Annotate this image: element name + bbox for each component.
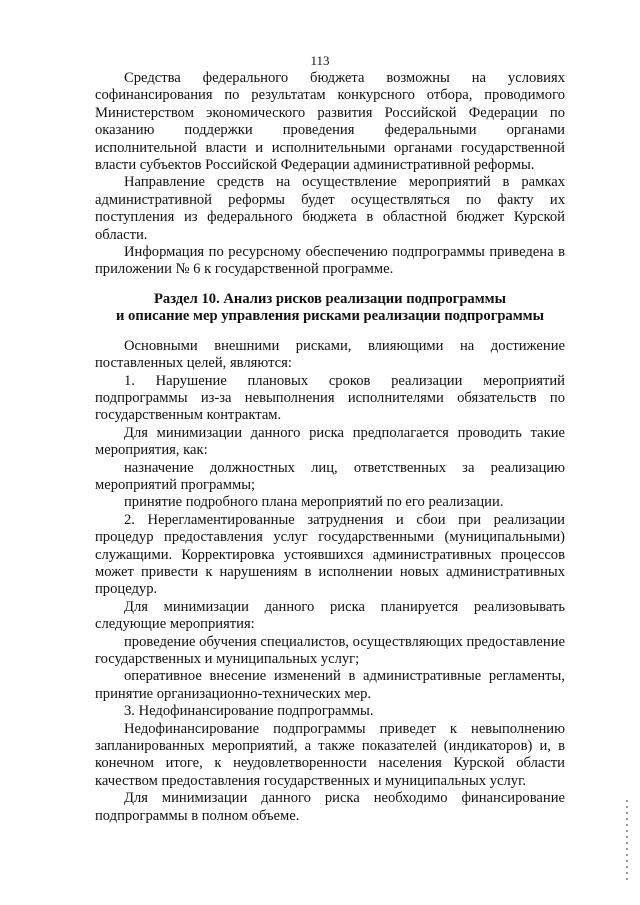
paragraph: Для минимизации данного риска предполагается проводить такие мероприятия, как:	[95, 424, 565, 459]
paragraph: проведение обучения специалистов, осуществляющих предоставление государственных и муниципальных услуг;	[95, 633, 565, 667]
scan-edge-mark	[626, 800, 628, 880]
paragraph: принятие подробного плана мероприятий по его реализации.	[124, 494, 504, 511]
section-heading-line: и описание мер управления рисками реализации подпрограммы	[115, 308, 545, 325]
paragraph: оперативное внесение изменений в административные регламенты, принятие организационно-технических мер.	[95, 668, 565, 702]
paragraph: Основными внешними рисками, влияющими на достижение поставленных целей, являются:	[95, 337, 565, 372]
paragraph: Направление средств на осуществление мероприятий в рамках административной реформы будет осуществляться по факту их поступления из федерального бюджета в областной бюджет Курской области.	[95, 174, 565, 243]
section-heading	[95, 291, 565, 326]
paragraph: Средства федерального бюджета возможны на условиях софинансирования по результатам конкурсного отбора, проводимого Министерством экономического развития Российской Федерации по оказанию поддержки проведения федеральными органами исполнительной власти и исполнительными органами государственной власти субъектов Российской Федерации административной реформы.	[95, 70, 565, 174]
paragraph: 1. Нарушение плановых сроков реализации мероприятий подпрограммы из-за невыполнения исполнителями обязательств по государственным контрактам.	[95, 372, 565, 424]
paragraph: Недофинансирование подпрограммы приведет к невыполнению запланированных мероприятий, а также показателей (индикаторов) и, в конечном итоге, к неудовлетворенности населения Курской области качеством предоставления государственных и муниципальных услуг.	[95, 720, 565, 789]
paragraph: 2. Нерегламентированные затруднения и сбои при реализации процедур предоставления услуг государственными (муниципальными) служащими. Корректировка устоявшихся административных процессов может привести к нарушениям в исполнении новых административных процедур.	[95, 511, 565, 598]
paragraph: Для минимизации данного риска планируется реализовывать следующие мероприятия:	[95, 598, 565, 633]
paragraph: Информация по ресурсному обеспечению подпрограммы приведена в приложении № 6 к государственной программе.	[95, 244, 565, 278]
paragraph: назначение должностных лиц, ответственных за реализацию мероприятий программы;	[95, 459, 565, 493]
section-heading-line: Раздел 10. Анализ рисков реализации подпрограммы	[153, 290, 507, 307]
page-body	[95, 70, 565, 825]
paragraph: Для минимизации данного риска необходимо финансирование подпрограммы в полном объеме.	[95, 790, 565, 824]
page-number: 113	[310, 53, 330, 68]
paragraph: 3. Недофинансирование подпрограммы.	[124, 703, 374, 720]
